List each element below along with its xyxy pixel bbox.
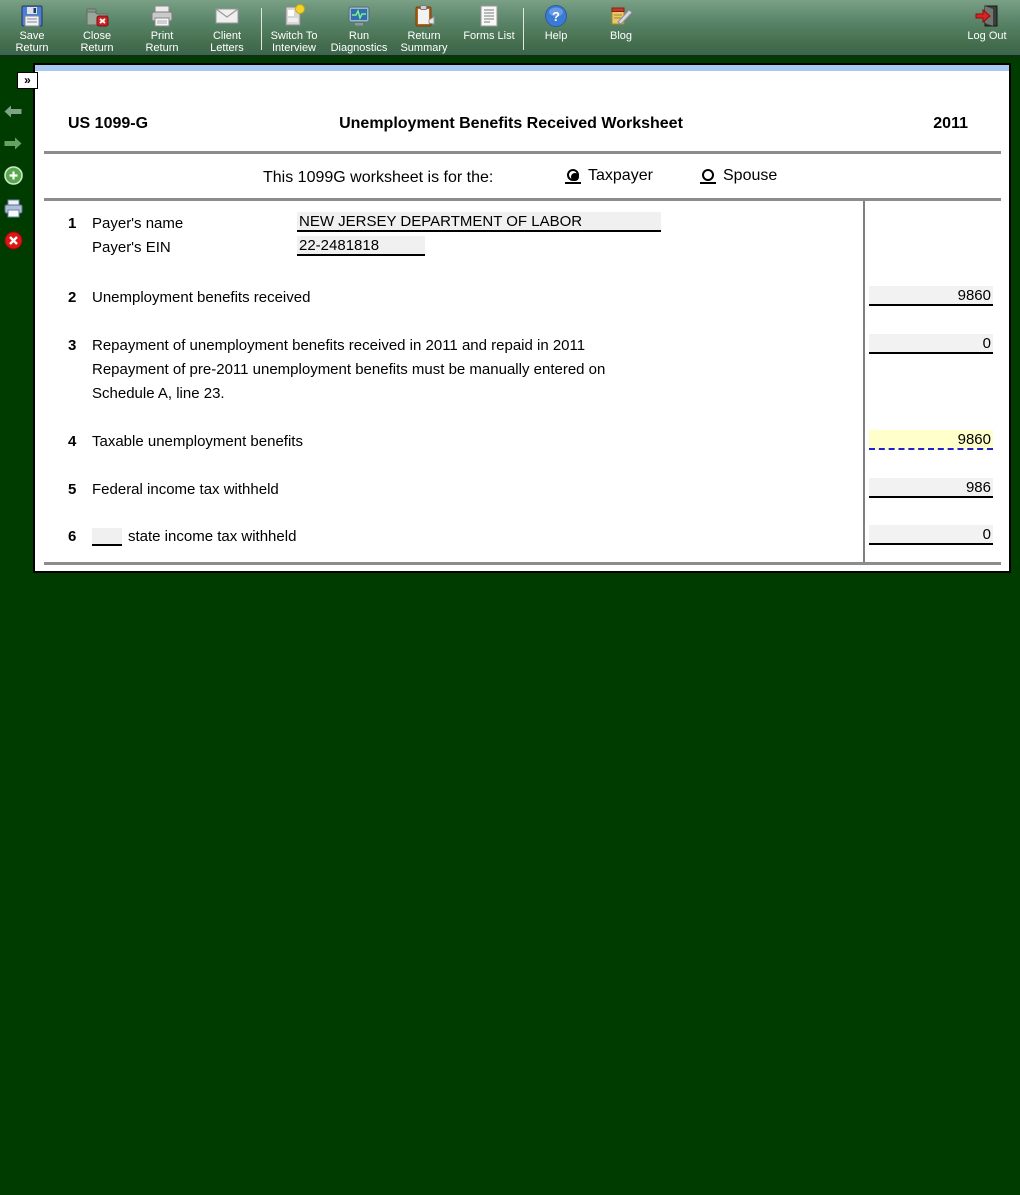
add-icon[interactable] bbox=[4, 166, 23, 190]
diagnostics-icon bbox=[346, 2, 372, 30]
switch-to-interview-label: Switch To bbox=[270, 30, 318, 42]
spouse-radio-group[interactable] bbox=[700, 167, 777, 185]
spouse-radio-label: Spouse bbox=[723, 167, 778, 184]
client-letters-button[interactable] bbox=[195, 2, 259, 56]
line4-label: Taxable unemployment benefits bbox=[92, 433, 303, 450]
clipboard-icon bbox=[411, 2, 437, 30]
back-arrow-icon[interactable] bbox=[4, 105, 22, 123]
line6-amount-field[interactable]: 0 bbox=[869, 525, 993, 545]
line2-amount-field[interactable]: 9860 bbox=[869, 286, 993, 306]
printer-icon bbox=[149, 2, 175, 30]
spouse-radio-underline bbox=[700, 169, 716, 184]
line5-label: Federal income tax withheld bbox=[92, 481, 279, 498]
spouse-radio-button[interactable] bbox=[702, 169, 714, 181]
print-return-button[interactable] bbox=[130, 2, 194, 56]
taxpayer-radio-underline bbox=[565, 169, 581, 184]
line3-number: 3 bbox=[68, 337, 77, 354]
envelope-icon bbox=[214, 2, 240, 30]
close-return-button[interactable] bbox=[65, 2, 129, 56]
line6-number: 6 bbox=[68, 528, 77, 545]
line1-ein-label: Payer's EIN bbox=[92, 239, 171, 256]
line6-state-field[interactable] bbox=[92, 528, 122, 546]
toolbar bbox=[0, 0, 1020, 57]
help-label: Help bbox=[544, 30, 568, 42]
line3-note-1: Repayment of pre-2011 unemployment benefits must be manually entered on bbox=[92, 361, 606, 378]
save-return-button[interactable] bbox=[0, 2, 64, 56]
run-diagnostics-button[interactable] bbox=[327, 2, 391, 56]
line3-label: Repayment of unemployment benefits received in 2011 and repaid in 2011 bbox=[92, 337, 586, 354]
blog-scroll-icon bbox=[608, 2, 634, 30]
switch-to-interview-label2: Interview bbox=[271, 42, 317, 54]
switch-to-interview-button[interactable] bbox=[262, 2, 326, 56]
header-divider bbox=[44, 151, 1001, 154]
payer-ein-field[interactable]: 22-2481818 bbox=[297, 236, 425, 256]
return-summary-button[interactable] bbox=[392, 2, 456, 56]
page-title: Unemployment Benefits Received Worksheet bbox=[339, 115, 683, 132]
return-summary-label2: Summary bbox=[400, 42, 448, 54]
form-year: 2011 bbox=[933, 115, 968, 132]
save-return-label: Save bbox=[19, 30, 45, 42]
page-top-strip bbox=[35, 65, 1009, 71]
forward-arrow-icon[interactable] bbox=[4, 137, 22, 155]
form-id: US 1099-G bbox=[68, 115, 149, 132]
line1-label: Payer's name bbox=[92, 215, 184, 232]
interview-icon bbox=[281, 2, 307, 30]
forms-list-button[interactable] bbox=[457, 2, 521, 56]
save-icon bbox=[19, 2, 45, 30]
line6-label: state income tax withheld bbox=[128, 528, 297, 545]
line5-number: 5 bbox=[68, 481, 77, 498]
worksheet-page bbox=[33, 63, 1011, 573]
svg-text:?: ? bbox=[552, 9, 560, 24]
help-icon bbox=[543, 2, 569, 30]
close-folder-icon bbox=[84, 2, 110, 30]
line4-amount-field-focused[interactable]: 9860 bbox=[869, 430, 993, 450]
payer-name-field[interactable]: NEW JERSEY DEPARTMENT OF LABOR bbox=[297, 212, 661, 232]
blog-button[interactable] bbox=[589, 2, 653, 56]
selector-divider bbox=[44, 198, 1001, 201]
client-letters-label: Client bbox=[212, 30, 242, 42]
return-summary-label: Return bbox=[407, 30, 441, 42]
help-button[interactable] bbox=[524, 2, 588, 56]
taxpayer-radio-group[interactable] bbox=[565, 167, 653, 185]
line3-amount-field[interactable]: 0 bbox=[869, 334, 993, 354]
line2-number: 2 bbox=[68, 289, 77, 306]
selector-prompt: This 1099G worksheet is for the: bbox=[263, 169, 494, 186]
amount-column-divider bbox=[863, 201, 865, 562]
taxpayer-radio-label: Taxpayer bbox=[588, 167, 653, 184]
line4-number: 4 bbox=[68, 433, 77, 450]
line3-note-2: Schedule A, line 23. bbox=[92, 385, 225, 402]
print-return-label2: Return bbox=[145, 42, 179, 54]
run-diagnostics-label: Run bbox=[348, 30, 370, 42]
print-return-label: Print bbox=[150, 30, 174, 42]
bottom-divider bbox=[44, 562, 1001, 565]
blog-label: Blog bbox=[609, 30, 633, 42]
save-return-label2: Return bbox=[15, 42, 49, 54]
print-page-icon[interactable] bbox=[3, 198, 24, 224]
run-diagnostics-label2: Diagnostics bbox=[330, 42, 388, 54]
close-return-label: Close bbox=[82, 30, 112, 42]
forms-list-icon bbox=[476, 2, 502, 30]
delete-icon[interactable] bbox=[4, 231, 23, 255]
sidebar-expand-button[interactable]: » bbox=[17, 72, 38, 89]
close-return-label2: Return bbox=[80, 42, 114, 54]
log-out-button[interactable] bbox=[955, 2, 1019, 56]
logout-door-icon bbox=[974, 2, 1000, 30]
line5-amount-field[interactable]: 986 bbox=[869, 478, 993, 498]
line1-number: 1 bbox=[68, 215, 77, 232]
line2-label: Unemployment benefits received bbox=[92, 289, 311, 306]
log-out-label: Log Out bbox=[967, 30, 1007, 42]
taxpayer-radio-button[interactable] bbox=[567, 169, 579, 181]
forms-list-label: Forms List bbox=[463, 30, 515, 42]
client-letters-label2: Letters bbox=[210, 42, 244, 54]
